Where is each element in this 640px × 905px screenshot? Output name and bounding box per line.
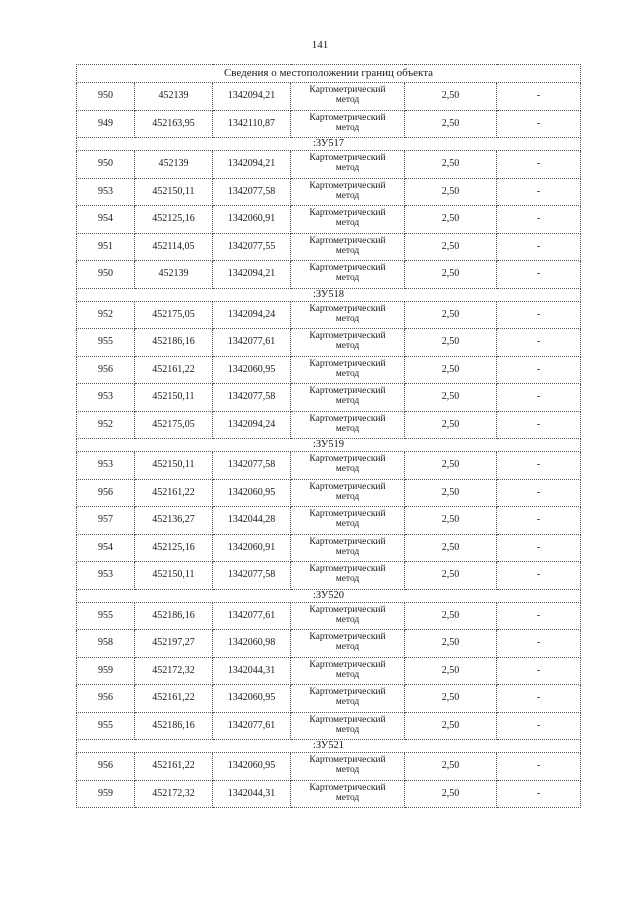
- method-line-1: Картометрический: [309, 536, 386, 547]
- y-coordinate-cell: 1342060,91: [213, 534, 291, 562]
- method-cell: [291, 83, 405, 111]
- y-coordinate-cell: 1342060,95: [213, 479, 291, 507]
- method-line-2: метод: [335, 464, 360, 475]
- note-cell: -: [497, 329, 581, 357]
- method-line-1: Картометрический: [309, 714, 386, 725]
- method-line-2: метод: [335, 245, 360, 256]
- method-line-1: Картометрический: [309, 782, 386, 793]
- note-cell: -: [497, 534, 581, 562]
- point-number-cell: 959: [77, 780, 135, 808]
- precision-cell: 2,50: [405, 452, 497, 480]
- method-line-2: метод: [335, 642, 360, 653]
- note-cell: -: [497, 261, 581, 289]
- method-line-1: Картометрический: [309, 454, 386, 465]
- table-row: [77, 233, 581, 261]
- table-row: [77, 507, 581, 535]
- method-line-1: Картометрический: [309, 208, 386, 219]
- note-cell: -: [497, 151, 581, 179]
- table-row: [77, 602, 581, 630]
- x-coordinate-cell: 452125,16: [135, 206, 213, 234]
- note-cell: -: [497, 206, 581, 234]
- method-line-1: Картометрический: [309, 632, 386, 643]
- precision-cell: 2,50: [405, 411, 497, 439]
- point-number-cell: 951: [77, 233, 135, 261]
- method-line-1: Картометрический: [309, 687, 386, 698]
- method-line-1: Картометрический: [309, 755, 386, 766]
- group-row: [77, 740, 581, 753]
- y-coordinate-cell: 1342077,58: [213, 562, 291, 590]
- precision-cell: 2,50: [405, 329, 497, 357]
- precision-cell: 2,50: [405, 384, 497, 412]
- y-coordinate-cell: 1342110,87: [213, 110, 291, 138]
- method-cell: [291, 301, 405, 329]
- method-line-2: метод: [335, 669, 360, 680]
- x-coordinate-cell: 452186,16: [135, 712, 213, 740]
- x-coordinate-cell: 452197,27: [135, 630, 213, 658]
- method-line-1: Картометрический: [309, 509, 386, 520]
- method-line-2: метод: [335, 163, 360, 174]
- note-cell: -: [497, 356, 581, 384]
- method-line-2: метод: [335, 765, 360, 776]
- table-row: [77, 261, 581, 289]
- table-header-row: [77, 65, 581, 83]
- y-coordinate-cell: 1342094,24: [213, 301, 291, 329]
- point-number-cell: 954: [77, 534, 135, 562]
- point-number-cell: 952: [77, 411, 135, 439]
- y-coordinate-cell: 1342094,21: [213, 83, 291, 111]
- method-cell: [291, 562, 405, 590]
- precision-cell: 2,50: [405, 780, 497, 808]
- group-row: [77, 138, 581, 151]
- y-coordinate-cell: 1342077,61: [213, 712, 291, 740]
- point-number-cell: 950: [77, 151, 135, 179]
- table-row: [77, 753, 581, 781]
- point-number-cell: 953: [77, 178, 135, 206]
- table-row: [77, 630, 581, 658]
- table-row: [77, 712, 581, 740]
- method-line-1: Картометрический: [309, 235, 386, 246]
- table-row: [77, 657, 581, 685]
- precision-cell: 2,50: [405, 507, 497, 535]
- precision-cell: 2,50: [405, 630, 497, 658]
- group-label: :ЗУ521: [77, 740, 581, 753]
- method-line-2: метод: [335, 724, 360, 735]
- x-coordinate-cell: 452186,16: [135, 602, 213, 630]
- method-cell: [291, 452, 405, 480]
- y-coordinate-cell: 1342044,31: [213, 657, 291, 685]
- group-label: :ЗУ520: [77, 589, 581, 602]
- y-coordinate-cell: 1342060,95: [213, 356, 291, 384]
- y-coordinate-cell: 1342094,24: [213, 411, 291, 439]
- note-cell: -: [497, 301, 581, 329]
- x-coordinate-cell: 452161,22: [135, 356, 213, 384]
- method-cell: [291, 753, 405, 781]
- point-number-cell: 956: [77, 356, 135, 384]
- method-cell: [291, 178, 405, 206]
- group-label: :ЗУ519: [77, 439, 581, 452]
- method-cell: [291, 233, 405, 261]
- x-coordinate-cell: 452161,22: [135, 753, 213, 781]
- y-coordinate-cell: 1342077,55: [213, 233, 291, 261]
- table-row: [77, 685, 581, 713]
- method-line-2: метод: [335, 491, 360, 502]
- method-line-1: Картометрический: [309, 604, 386, 615]
- precision-cell: 2,50: [405, 151, 497, 179]
- method-line-2: метод: [335, 519, 360, 530]
- method-line-2: метод: [335, 546, 360, 557]
- precision-cell: 2,50: [405, 206, 497, 234]
- table-row: [77, 206, 581, 234]
- table-title: Сведения о местоположении границ объекта: [77, 65, 581, 83]
- table-row: [77, 479, 581, 507]
- method-line-2: метод: [335, 697, 360, 708]
- method-line-2: метод: [335, 396, 360, 407]
- point-number-cell: 950: [77, 261, 135, 289]
- precision-cell: 2,50: [405, 712, 497, 740]
- table-row: [77, 780, 581, 808]
- point-number-cell: 955: [77, 329, 135, 357]
- note-cell: -: [497, 712, 581, 740]
- point-number-cell: 950: [77, 83, 135, 111]
- note-cell: -: [497, 384, 581, 412]
- method-line-1: Картометрический: [309, 303, 386, 314]
- y-coordinate-cell: 1342094,21: [213, 151, 291, 179]
- x-coordinate-cell: 452161,22: [135, 685, 213, 713]
- point-number-cell: 956: [77, 753, 135, 781]
- point-number-cell: 957: [77, 507, 135, 535]
- point-number-cell: 958: [77, 630, 135, 658]
- method-line-1: Картометрический: [309, 180, 386, 191]
- y-coordinate-cell: 1342060,98: [213, 630, 291, 658]
- method-cell: [291, 151, 405, 179]
- method-line-2: метод: [335, 190, 360, 201]
- precision-cell: 2,50: [405, 602, 497, 630]
- method-cell: [291, 685, 405, 713]
- table-row: [77, 83, 581, 111]
- method-line-2: метод: [335, 574, 360, 585]
- note-cell: -: [497, 233, 581, 261]
- point-number-cell: 955: [77, 712, 135, 740]
- note-cell: -: [497, 657, 581, 685]
- method-cell: [291, 261, 405, 289]
- precision-cell: 2,50: [405, 356, 497, 384]
- method-cell: [291, 630, 405, 658]
- precision-cell: 2,50: [405, 83, 497, 111]
- note-cell: -: [497, 411, 581, 439]
- method-line-2: метод: [335, 792, 360, 803]
- y-coordinate-cell: 1342060,95: [213, 685, 291, 713]
- point-number-cell: 953: [77, 562, 135, 590]
- note-cell: -: [497, 630, 581, 658]
- table-row: [77, 384, 581, 412]
- x-coordinate-cell: 452139: [135, 261, 213, 289]
- method-line-2: метод: [335, 423, 360, 434]
- method-line-1: Картометрический: [309, 659, 386, 670]
- point-number-cell: 956: [77, 479, 135, 507]
- method-line-1: Картометрический: [309, 386, 386, 397]
- precision-cell: 2,50: [405, 261, 497, 289]
- note-cell: -: [497, 452, 581, 480]
- group-row: [77, 288, 581, 301]
- method-line-1: Картометрический: [309, 481, 386, 492]
- y-coordinate-cell: 1342077,61: [213, 602, 291, 630]
- x-coordinate-cell: 452125,16: [135, 534, 213, 562]
- table-row: [77, 562, 581, 590]
- page-number: 141: [311, 39, 329, 51]
- note-cell: -: [497, 602, 581, 630]
- precision-cell: 2,50: [405, 178, 497, 206]
- method-line-2: метод: [335, 122, 360, 133]
- method-cell: [291, 384, 405, 412]
- boundary-table: [76, 64, 581, 808]
- table-row: [77, 534, 581, 562]
- x-coordinate-cell: 452136,27: [135, 507, 213, 535]
- y-coordinate-cell: 1342094,21: [213, 261, 291, 289]
- point-number-cell: 954: [77, 206, 135, 234]
- method-line-2: метод: [335, 218, 360, 229]
- point-number-cell: 956: [77, 685, 135, 713]
- note-cell: -: [497, 685, 581, 713]
- table-row: [77, 452, 581, 480]
- method-cell: [291, 657, 405, 685]
- note-cell: -: [497, 507, 581, 535]
- method-cell: [291, 206, 405, 234]
- note-cell: -: [497, 178, 581, 206]
- table-row: [77, 329, 581, 357]
- x-coordinate-cell: 452172,32: [135, 780, 213, 808]
- x-coordinate-cell: 452163,95: [135, 110, 213, 138]
- precision-cell: 2,50: [405, 657, 497, 685]
- method-line-1: Картометрический: [309, 153, 386, 164]
- method-cell: [291, 602, 405, 630]
- table-row: [77, 301, 581, 329]
- method-line-1: Картометрический: [309, 263, 386, 274]
- precision-cell: 2,50: [405, 479, 497, 507]
- precision-cell: 2,50: [405, 110, 497, 138]
- method-cell: [291, 507, 405, 535]
- y-coordinate-cell: 1342077,58: [213, 178, 291, 206]
- y-coordinate-cell: 1342044,31: [213, 780, 291, 808]
- y-coordinate-cell: 1342044,28: [213, 507, 291, 535]
- x-coordinate-cell: 452139: [135, 151, 213, 179]
- method-cell: [291, 479, 405, 507]
- x-coordinate-cell: 452150,11: [135, 452, 213, 480]
- table-row: [77, 178, 581, 206]
- method-line-1: Картометрический: [309, 331, 386, 342]
- method-line-2: метод: [335, 313, 360, 324]
- method-cell: [291, 411, 405, 439]
- method-cell: [291, 712, 405, 740]
- note-cell: -: [497, 753, 581, 781]
- method-line-2: метод: [335, 614, 360, 625]
- y-coordinate-cell: 1342077,58: [213, 384, 291, 412]
- method-line-1: Картометрический: [309, 85, 386, 96]
- x-coordinate-cell: 452114,05: [135, 233, 213, 261]
- method-cell: [291, 534, 405, 562]
- note-cell: -: [497, 562, 581, 590]
- y-coordinate-cell: 1342060,95: [213, 753, 291, 781]
- table-row: [77, 151, 581, 179]
- x-coordinate-cell: 452150,11: [135, 178, 213, 206]
- group-label: :ЗУ517: [77, 138, 581, 151]
- method-line-2: метод: [335, 95, 360, 106]
- x-coordinate-cell: 452150,11: [135, 384, 213, 412]
- x-coordinate-cell: 452150,11: [135, 562, 213, 590]
- method-line-2: метод: [335, 368, 360, 379]
- point-number-cell: 953: [77, 384, 135, 412]
- point-number-cell: 949: [77, 110, 135, 138]
- table-row: [77, 110, 581, 138]
- note-cell: -: [497, 110, 581, 138]
- table-row: [77, 356, 581, 384]
- method-cell: [291, 329, 405, 357]
- method-line-2: метод: [335, 273, 360, 284]
- y-coordinate-cell: 1342077,58: [213, 452, 291, 480]
- x-coordinate-cell: 452175,05: [135, 411, 213, 439]
- group-row: [77, 439, 581, 452]
- point-number-cell: 955: [77, 602, 135, 630]
- precision-cell: 2,50: [405, 685, 497, 713]
- point-number-cell: 959: [77, 657, 135, 685]
- note-cell: -: [497, 780, 581, 808]
- method-cell: [291, 356, 405, 384]
- note-cell: -: [497, 83, 581, 111]
- x-coordinate-cell: 452186,16: [135, 329, 213, 357]
- group-row: [77, 589, 581, 602]
- table-row: [77, 411, 581, 439]
- x-coordinate-cell: 452175,05: [135, 301, 213, 329]
- table-body: [77, 65, 581, 808]
- y-coordinate-cell: 1342077,61: [213, 329, 291, 357]
- method-line-1: Картометрический: [309, 413, 386, 424]
- x-coordinate-cell: 452139: [135, 83, 213, 111]
- y-coordinate-cell: 1342060,91: [213, 206, 291, 234]
- x-coordinate-cell: 452172,32: [135, 657, 213, 685]
- point-number-cell: 952: [77, 301, 135, 329]
- precision-cell: 2,50: [405, 301, 497, 329]
- method-line-2: метод: [335, 341, 360, 352]
- method-cell: [291, 110, 405, 138]
- method-line-1: Картометрический: [309, 112, 386, 123]
- point-number-cell: 953: [77, 452, 135, 480]
- x-coordinate-cell: 452161,22: [135, 479, 213, 507]
- method-line-1: Картометрический: [309, 358, 386, 369]
- group-label: :ЗУ518: [77, 288, 581, 301]
- method-line-1: Картометрический: [309, 564, 386, 575]
- precision-cell: 2,50: [405, 753, 497, 781]
- method-cell: [291, 780, 405, 808]
- precision-cell: 2,50: [405, 534, 497, 562]
- precision-cell: 2,50: [405, 562, 497, 590]
- precision-cell: 2,50: [405, 233, 497, 261]
- note-cell: -: [497, 479, 581, 507]
